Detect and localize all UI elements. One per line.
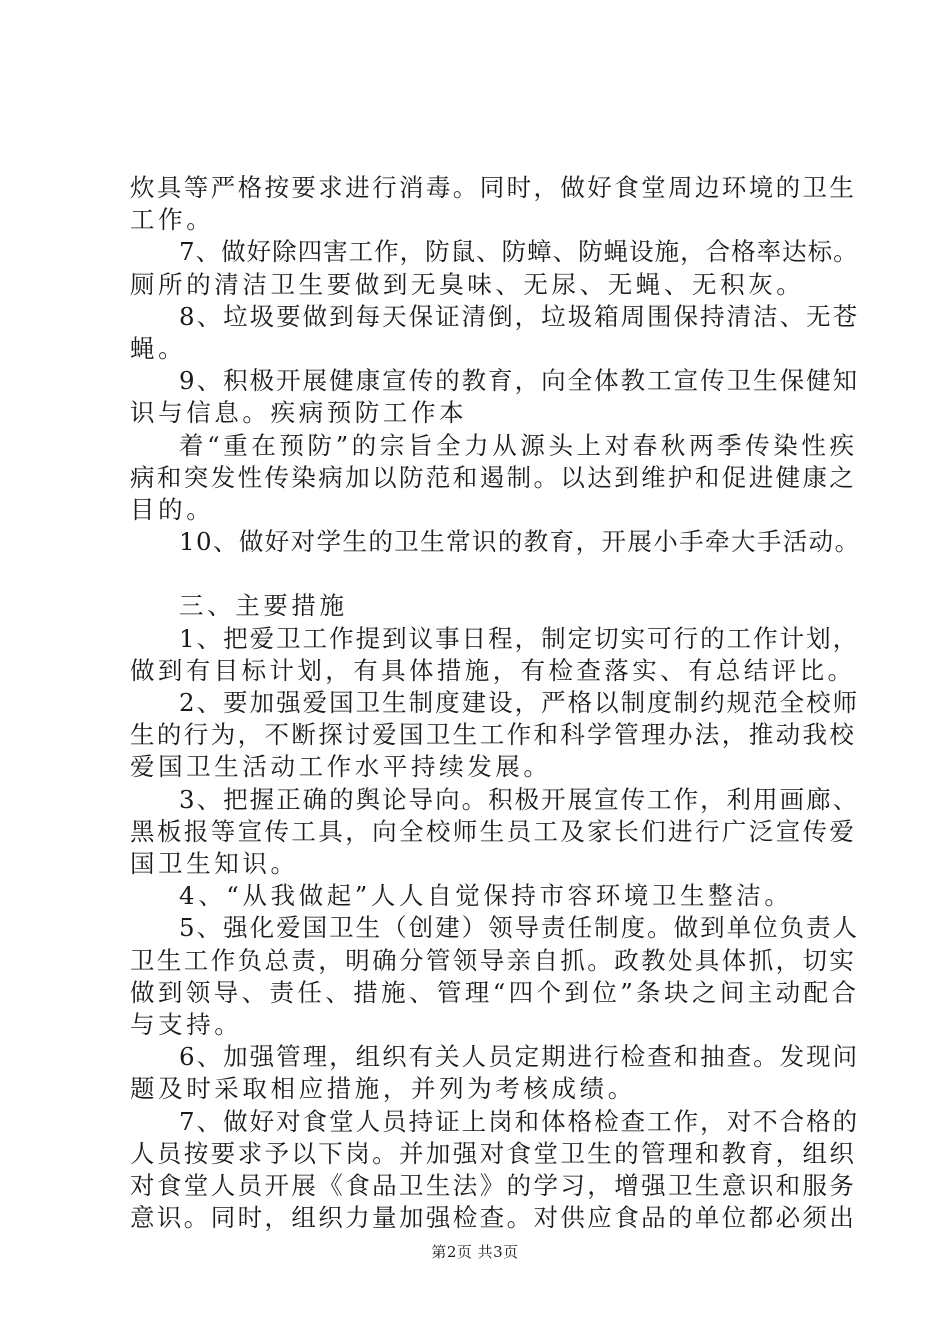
text-line: 着“重在预防”的宗旨全力从源头上对春秋两季传染性疾	[179, 430, 858, 460]
text-line: 8、垃圾要做到每天保证清倒，垃圾箱周围保持清洁、无苍	[179, 301, 860, 331]
text-line: 7、做好除四害工作，防鼠、防蟑、防蝇设施，合格率达标。	[179, 237, 859, 267]
text-line: 识与信息。疾病预防工作本	[130, 398, 468, 428]
text-line: 做到领导、责任、措施、管理“四个到位”条块之间主动配合	[130, 977, 860, 1007]
text-line: 爱国卫生活动工作水平持续发展。	[130, 752, 552, 782]
page-number-footer: 第2页 共3页	[431, 1243, 519, 1261]
text-line: 意识。同时，组织力量加强检查。对供应食品的单位都必须出	[130, 1203, 857, 1233]
text-line: 1、把爱卫工作提到议事日程，制定切实可行的工作计划，	[179, 623, 860, 653]
text-line: 黑板报等宣传工具，向全校师生员工及家长们进行广泛宣传爱	[130, 816, 857, 846]
text-line: 病和突发性传染病加以防范和遏制。以达到维护和促进健康之	[130, 462, 857, 492]
text-line: 9、积极开展健康宣传的教育，向全体教工宣传卫生保健知	[179, 366, 860, 396]
document-body	[130, 172, 860, 1235]
text-line: 7、做好对食堂人员持证上岗和体格检查工作，对不合格的	[179, 1106, 860, 1136]
text-line: 6、加强管理，组织有关人员定期进行检查和抽查。发现问	[179, 1042, 860, 1072]
text-line: 做到有目标计划，有具体措施，有检查落实、有总结评比。	[130, 655, 856, 685]
section-heading: 三、主要措施	[179, 591, 348, 621]
text-line: 蝇。	[130, 334, 187, 364]
text-line: 工作。	[130, 205, 215, 235]
text-line: 3、把握正确的舆论导向。积极开展宣传工作，利用画廊、	[179, 784, 860, 814]
text-line: 5、强化爱国卫生（创建）领导责任制度。做到单位负责人	[179, 913, 860, 943]
text-line: 人员按要求予以下岗。并加强对食堂卫生的管理和教育，组织	[130, 1138, 857, 1168]
text-line: 国卫生知识。	[130, 849, 299, 879]
text-line: 10、做好对学生的卫生常识的教育，开展小手牵大手活动。	[179, 527, 861, 557]
text-line: 题及时采取相应措施，并列为考核成绩。	[130, 1074, 636, 1104]
text-line: 生的行为，不断探讨爱国卫生工作和科学管理办法，推动我校	[130, 720, 857, 750]
text-line: 对食堂人员开展《食品卫生法》的学习，增强卫生意识和服务	[130, 1171, 857, 1201]
text-line: 目的。	[130, 495, 215, 525]
paragraph-gap	[130, 558, 860, 590]
text-line: 炊具等严格按要求进行消毒。同时，做好食堂周边环境的卫生	[130, 173, 857, 202]
text-line: 与支持。	[130, 1010, 243, 1040]
text-line: 卫生工作负总责，明确分管领导亲自抓。政教处具体抓，切实	[130, 945, 857, 975]
text-line: 4、“从我做起”人人自觉保持市容环境卫生整洁。	[179, 881, 793, 911]
text-line: 厕所的清洁卫生要做到无臭味、无尿、无蝇、无积灰。	[130, 269, 805, 299]
text-line: 2、要加强爱国卫生制度建设，严格以制度制约规范全校师	[179, 688, 860, 718]
